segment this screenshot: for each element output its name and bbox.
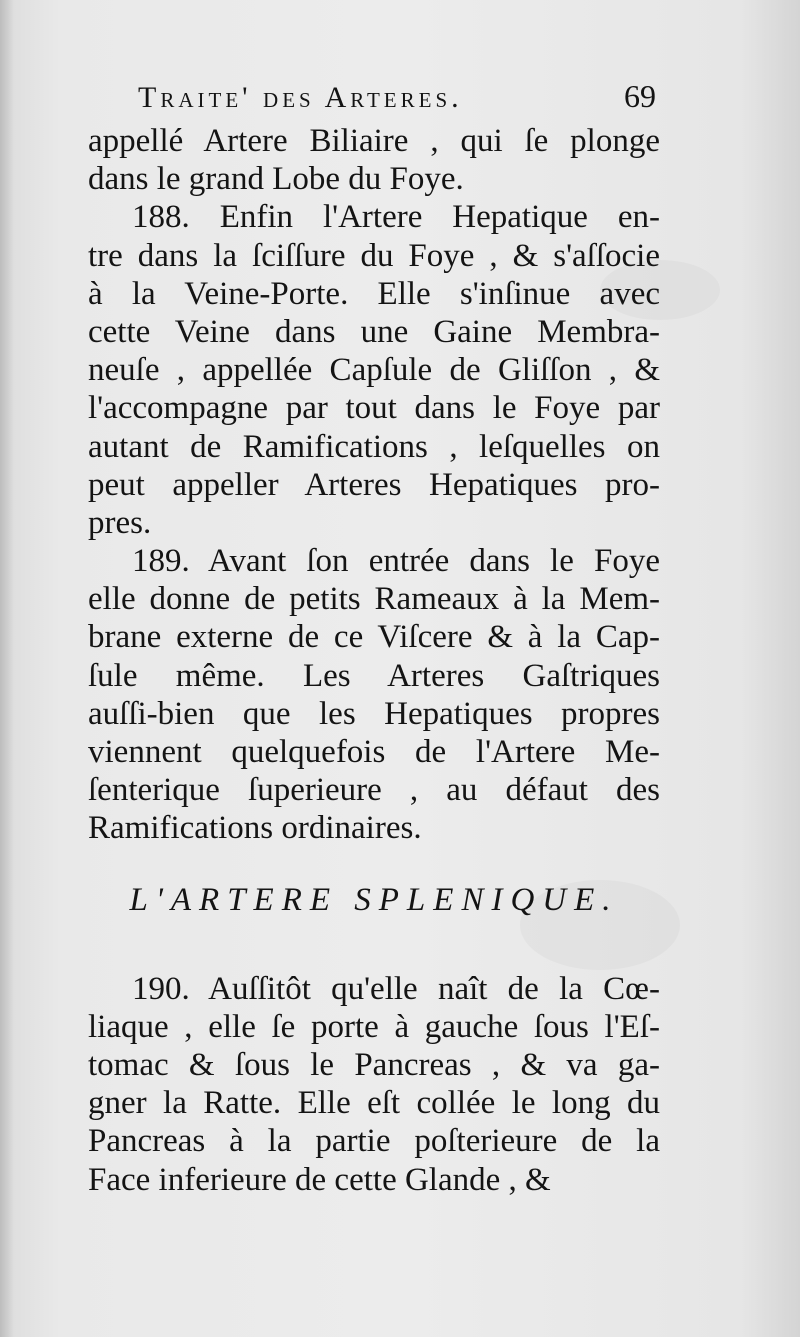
text-line: appellé Artere Biliaire , qui ſe plonge [88,123,660,159]
text-line: peut appeller Arteres Hepatiques pro- [88,466,660,503]
text-line: auſſi-bien que les Hepatiques propres [88,695,660,732]
text-line: gner la Ratte. Elle eſt collée le long du [88,1085,660,1122]
body-text-before-heading [88,122,660,848]
text-line: brane externe de ce Viſcere & à la Cap- [88,619,660,656]
section-heading: L'ARTERE SPLENIQUE. [129,881,619,918]
text-line: liaque , elle ſe porte à gauche ſous l'Eſ- [88,1008,660,1045]
spine-shadow [0,0,14,1337]
text-line: Face inferieure de cette Glande , & [88,1161,551,1198]
text-line: neuſe , appellée Capſule de Gliſſon , & [88,352,660,389]
text-line: à la Veine-Porte. Elle s'inſinue avec [88,275,660,312]
text-line: autant de Ramifications , leſquelles on [88,428,660,465]
text-line: 188. Enfin l'Artere Hepatique en- [132,199,660,236]
text-line: cette Veine dans une Gaine Membra- [88,313,660,350]
text-line: 189. Avant ſon entrée dans le Foye [132,543,660,580]
text-line: ſule même. Les Arteres Gaſtriques [88,657,660,694]
paragraph [88,122,660,198]
text-line: viennent quelquefois de l'Artere Me- [88,734,660,770]
text-line: tomac & ſous le Pancreas , & va ga- [88,1046,660,1083]
page-number: 69 [624,78,656,114]
text-line: pres. [88,504,152,541]
text-line: dans le grand Lobe du Foye. [88,161,464,198]
text-line: Pancreas à la partie poſterieure de la [88,1123,660,1160]
text-line: 190. Auſſitôt qu'elle naît de la Cœ- [132,970,660,1007]
text-line: tre dans la ſciſſure du Foye , & s'aſſocie [88,237,660,274]
paragraph [88,542,660,848]
body-text-after-heading [88,970,660,1199]
text-line: l'accompagne par tout dans le Foye par [88,390,660,427]
running-head-title: Traite' des Arteres. [138,81,463,114]
paragraph [88,970,660,1199]
text-line: Ramifications ordinaires. [88,810,422,847]
paragraph [88,198,660,542]
text-line: ſenterique ſuperieure , au défaut des [88,772,660,809]
text-block [88,78,660,1199]
running-head [88,78,660,122]
text-line: elle donne de petits Rameaux à la Mem- [88,581,660,618]
